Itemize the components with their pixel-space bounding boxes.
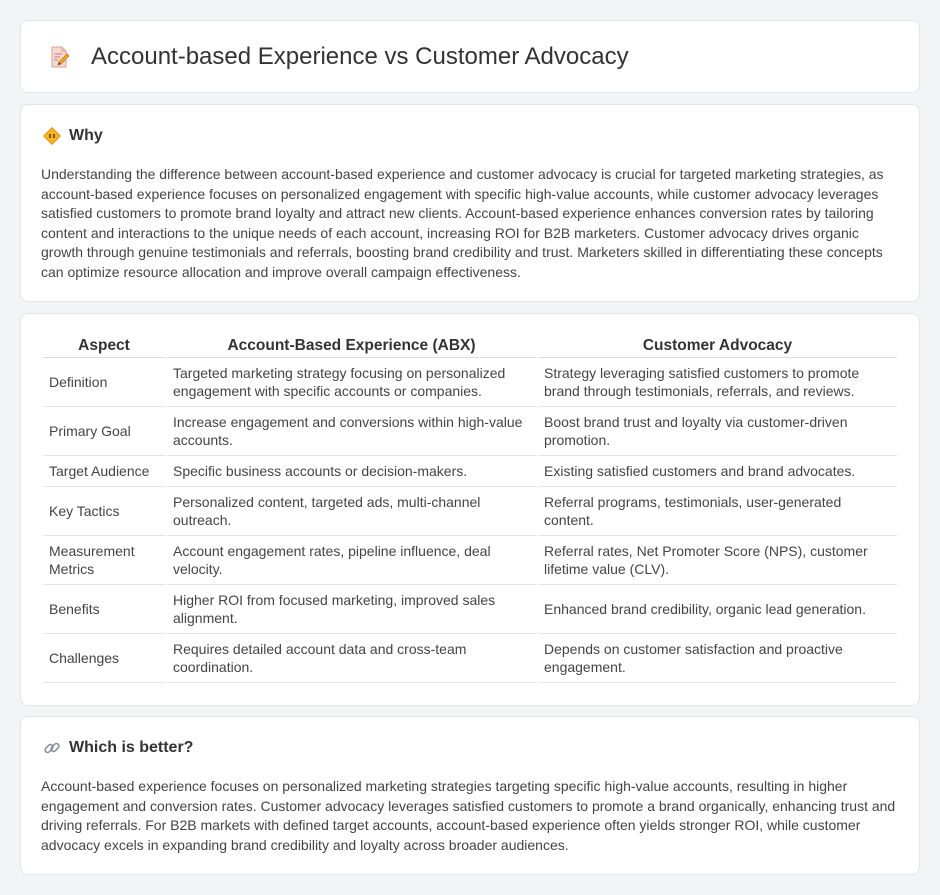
page-title: Account-based Experience vs Customer Advocacy	[91, 42, 629, 70]
better-paragraph: Account-based experience focuses on personalized marketing strategies targeting specific high-value accounts, resulting in higher engagement and conversion rates. Customer advocacy leverages satisfied customers to promote a brand organically, enhancing trust and driving referrals. For B2B markets with defined target accounts, account-based experience often yields stronger ROI, while customer advocacy excels in expanding brand credibility and loyalty across broader audiences.	[41, 778, 896, 853]
document-pencil-icon	[47, 45, 71, 69]
which-is-better-section	[20, 716, 920, 875]
row-aspect: Benefits	[43, 585, 165, 634]
why-heading	[43, 127, 103, 145]
why-paragraph: Understanding the difference between account-based experience and customer advocacy is crucial for targeted marketing strategies, as account-based experience focuses on personalized engagement with specific high-value accounts, while customer advocacy leverages satisfied customers to promote brand loyalty and attract new clients. Account-based experience enhances conversion rates by tailoring content and interactions to the unique needs of each account, increasing ROI for B2B marketers. Customer advocacy drives organic growth through genuine testimonials and referrals, boosting brand credibility and trust. Marketers skilled in differentiating these concepts can optimize resource allocation and improve overall campaign effectiveness.	[41, 166, 884, 280]
row-advocacy: Boost brand trust and loyalty via customer-driven promotion.	[538, 407, 897, 456]
table-row	[43, 358, 897, 407]
row-aspect: Target Audience	[43, 456, 165, 487]
table-header-row	[43, 334, 897, 358]
better-title: Which is better?	[69, 739, 194, 756]
row-aspect: Definition	[43, 358, 165, 407]
row-advocacy: Referral rates, Net Promoter Score (NPS), customer lifetime value (CLV).	[538, 536, 897, 585]
row-abx: Increase engagement and conversions within high-value accounts.	[167, 407, 536, 456]
comparison-table	[41, 334, 899, 683]
row-abx: Requires detailed account data and cross-team coordination.	[167, 634, 536, 683]
row-abx: Specific business accounts or decision-makers.	[167, 456, 536, 487]
comparison-table-card	[20, 313, 920, 706]
table-row	[43, 407, 897, 456]
table-row	[43, 536, 897, 585]
header-customer-advocacy: Customer Advocacy	[538, 334, 897, 358]
row-abx: Higher ROI from focused marketing, improved sales alignment.	[167, 585, 536, 634]
row-abx: Account engagement rates, pipeline influence, deal velocity.	[167, 536, 536, 585]
row-advocacy: Enhanced brand credibility, organic lead generation.	[538, 585, 897, 634]
row-aspect: Key Tactics	[43, 487, 165, 536]
diamond-sign-icon	[43, 127, 61, 145]
row-abx: Personalized content, targeted ads, multi-channel outreach.	[167, 487, 536, 536]
link-icon	[43, 739, 61, 757]
row-advocacy: Referral programs, testimonials, user-generated content.	[538, 487, 897, 536]
row-advocacy: Strategy leveraging satisfied customers to promote brand through testimonials, referrals, and reviews.	[538, 358, 897, 407]
table-row	[43, 487, 897, 536]
row-abx: Targeted marketing strategy focusing on personalized engagement with specific accounts or companies.	[167, 358, 536, 407]
better-heading	[43, 739, 193, 757]
why-title: Why	[69, 127, 103, 144]
table-row	[43, 634, 897, 683]
row-advocacy: Existing satisfied customers and brand advocates.	[538, 456, 897, 487]
row-aspect: Primary Goal	[43, 407, 165, 456]
row-advocacy: Depends on customer satisfaction and proactive engagement.	[538, 634, 897, 683]
table-row	[43, 585, 897, 634]
header-abx: Account-Based Experience (ABX)	[167, 334, 536, 358]
row-aspect: Challenges	[43, 634, 165, 683]
table-row	[43, 456, 897, 487]
header-aspect: Aspect	[43, 334, 165, 358]
header-card	[20, 20, 920, 93]
why-section	[20, 104, 920, 302]
row-aspect: Measurement Metrics	[43, 536, 165, 585]
